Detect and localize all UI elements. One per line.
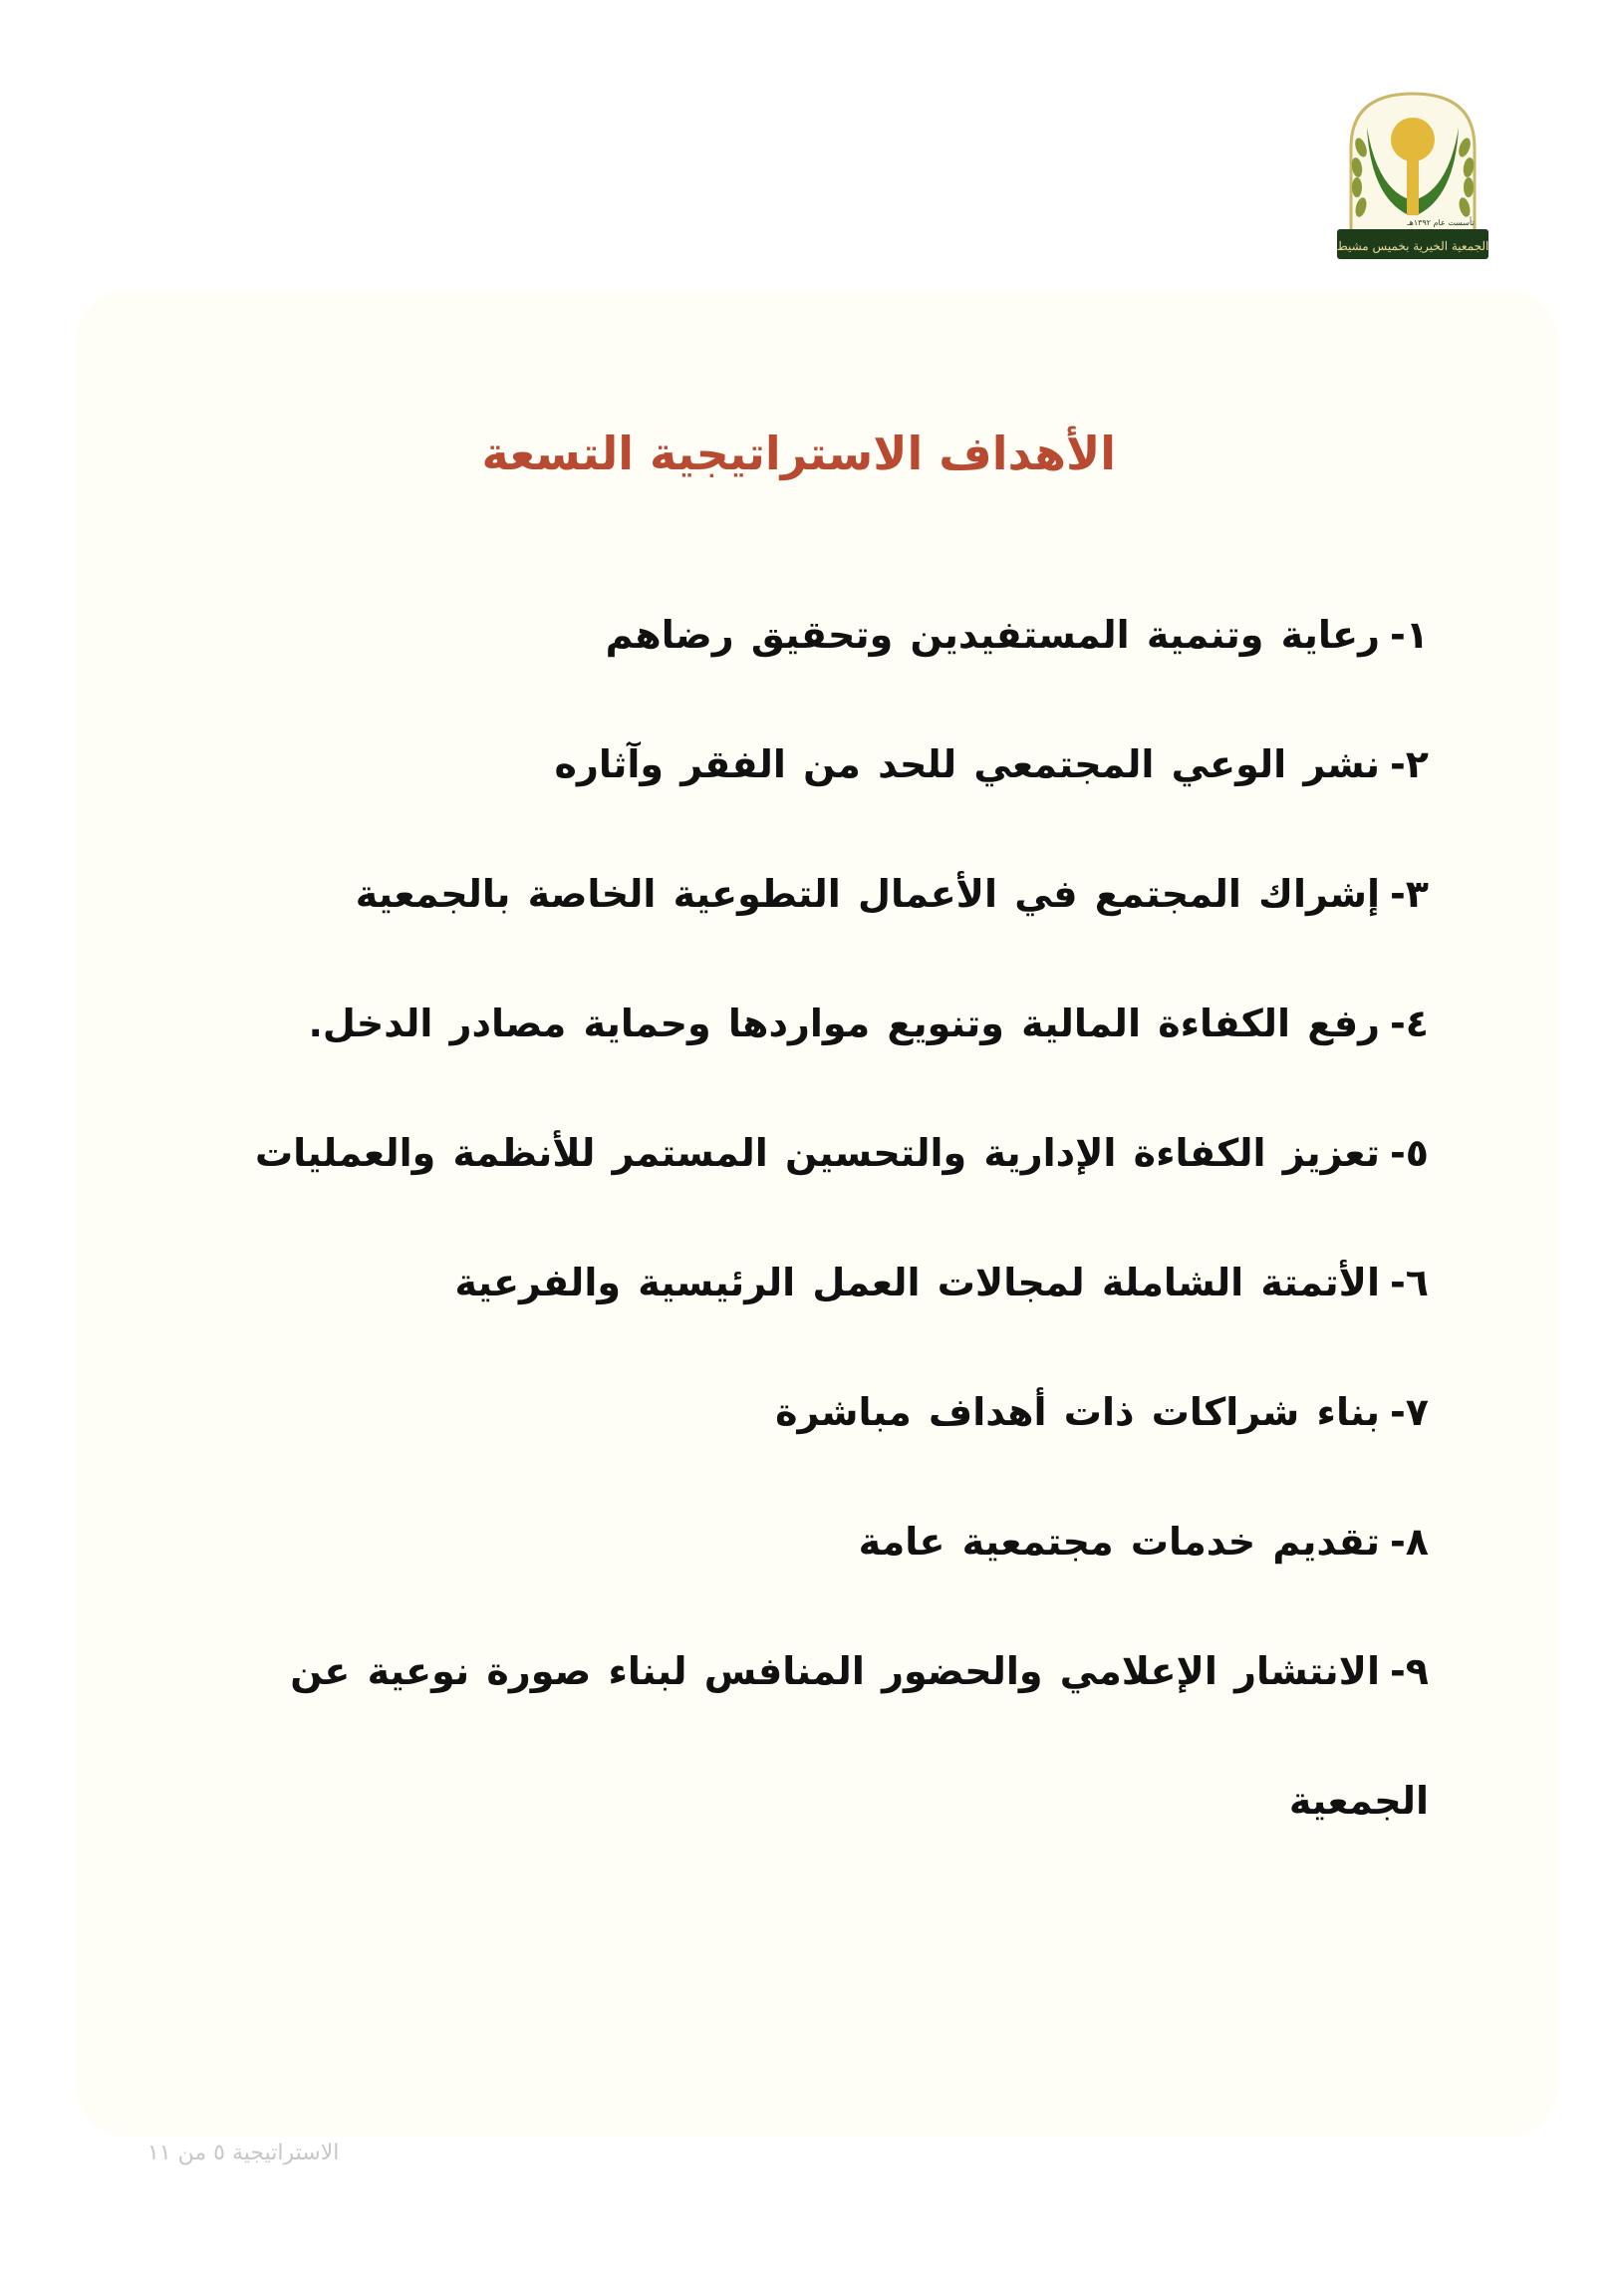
goal-number: ٦- — [1390, 1261, 1429, 1304]
goal-item — [273, 1347, 1429, 1477]
goal-text: نشر الوعي المجتمعي للحد من الفقر وآثاره — [554, 742, 1381, 786]
goal-text: رفع الكفاءة المالية وتنويع مواردها وحماية مصادر الدخل. — [308, 1002, 1381, 1045]
goal-text: بناء شراكات ذات أهداف مباشرة — [775, 1390, 1381, 1434]
logo-founded-text: تأسست عام ١٣٩٢هـ — [1407, 218, 1475, 227]
goal-text: رعاية وتنمية المستفيدين وتحقيق رضاهم — [605, 613, 1381, 657]
goal-text: تعزيز الكفاءة الإدارية والتحسين المستمر للأنظمة والعمليات — [254, 1131, 1381, 1175]
goal-number: ٥- — [1390, 1131, 1429, 1175]
goal-item — [273, 959, 1429, 1088]
goal-item — [273, 570, 1429, 700]
goal-text: الأتمتة الشاملة لمجالات العمل الرئيسية والفرعية — [454, 1261, 1381, 1304]
page-footer: الاستراتيجية ٥ من ١١ — [147, 2141, 340, 2165]
charity-logo-icon — [1337, 88, 1488, 263]
goal-text: إشراك المجتمع في الأعمال التطوعية الخاصة بالجمعية — [355, 872, 1381, 916]
goal-number: ٣- — [1390, 872, 1429, 916]
goal-text: الانتشار الإعلامي والحضور المنافس لبناء صورة نوعية عن الجمعية — [290, 1649, 1429, 1823]
goal-text: تقديم خدمات مجتمعية عامة — [858, 1520, 1381, 1564]
goal-item — [273, 829, 1429, 959]
goals-list — [254, 570, 1429, 1866]
goal-number: ٩- — [1390, 1649, 1429, 1693]
goal-item — [273, 1218, 1429, 1347]
goal-item — [273, 1606, 1429, 1866]
goal-number: ٢- — [1390, 742, 1429, 786]
goal-item — [254, 1088, 1429, 1218]
goal-number: ٧- — [1390, 1390, 1429, 1434]
goal-number: ١- — [1390, 613, 1429, 657]
goal-item — [273, 700, 1429, 829]
page-title: الأهداف الاستراتيجية التسعة — [481, 427, 1116, 480]
goal-item — [273, 1477, 1429, 1606]
logo-org-name: الجمعية الخيرية بخميس مشيط — [1337, 239, 1488, 253]
goal-number: ٤- — [1390, 1002, 1429, 1045]
goal-number: ٨- — [1390, 1520, 1429, 1564]
